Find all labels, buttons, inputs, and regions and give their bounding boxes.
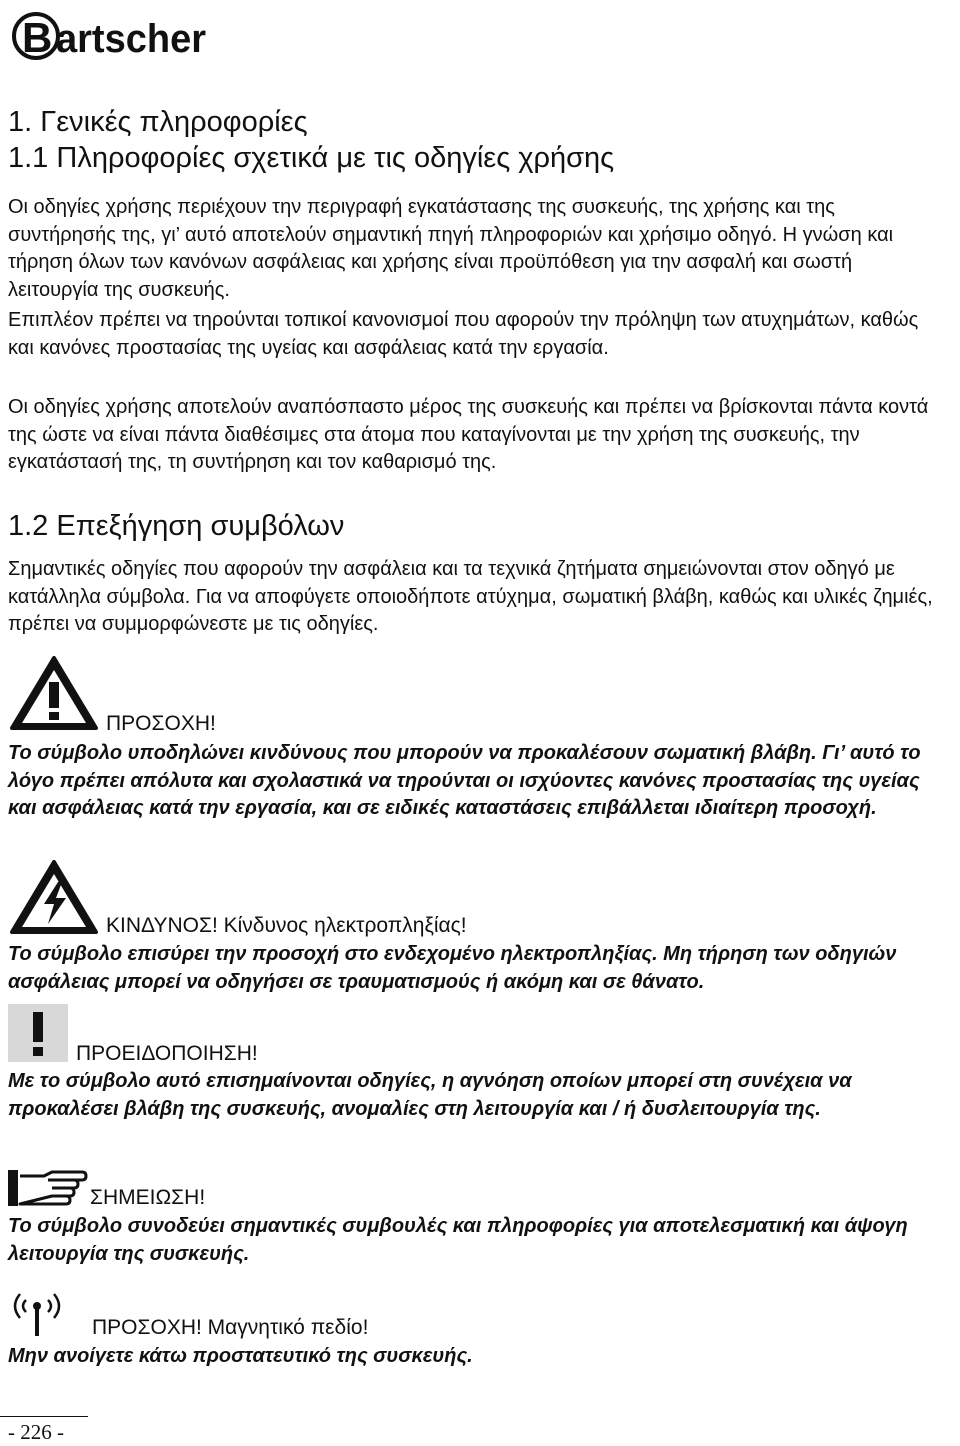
paragraph-availability: Οι οδηγίες χρήσης αποτελούν αναπόσπαστο μέρος της συσκευής και πρέπει να βρίσκονται πάντα κοντά της ώστε να είναι πάντα διαθέσιμες στα άτομα που καταγίνονται με την χρήση της συσκευής, την εγκατάστασή της, τη συντήρηση και τον καθαρισμό της. — [8, 396, 929, 474]
svg-text:B: B — [22, 14, 53, 61]
paragraph-symbols-intro: Σημαντικές οδηγίες που αφορούν την ασφάλεια και τα τεχνικά ζητήματα σημειώνονται στον οδηγό με κατάλληλα σύμβολα. Για να αποφύγετε οποιοδήποτε ατύχημα, σωματική βλάβη, καθώς και υλικές ζημιές, πρέπει να συμμορφώνεστε με τις οδηγίες. — [8, 558, 933, 636]
caution-title: ΠΡΟΣΟΧΗ! — [106, 712, 216, 735]
magnetic-title: ΠΡΟΣΟΧΗ! Μαγνητικό πεδίο! — [92, 1316, 369, 1339]
note-title: ΣΗΜΕΙΩΣΗ! — [90, 1186, 206, 1209]
magnetic-text: Μην ανοίγετε κάτω προστατευτικό της συσκευής. — [8, 1345, 473, 1367]
subsection-title-1-1: 1.1 Πληροφορίες σχετικά με τις οδηγίες χρήσης — [8, 142, 615, 174]
exclamation-icon — [8, 1004, 68, 1062]
paragraph-regulations: Επιπλέον πρέπει να τηρούνται τοπικοί κανονισμοί που αφορούν την πρόληψη των ατυχημάτων, καθώς και κανόνες προστασίας της υγείας και ασφάλειας κατά την εργασία. — [8, 309, 919, 359]
svg-text:artscher: artscher — [56, 17, 206, 61]
subsection-title-1-2: 1.2 Επεξήγηση συμβόλων — [8, 510, 345, 542]
footer-divider — [0, 1416, 88, 1417]
warning-title: ΠΡΟΕΙΔΟΠΟΙΗΣΗ! — [76, 1042, 258, 1065]
electric-shock-icon — [8, 856, 100, 938]
page-number: - 226 - — [8, 1420, 64, 1444]
section-title: 1. Γενικές πληροφορίες — [8, 106, 308, 138]
electric-title: ΚΙΝΔΥΝΟΣ! Κίνδυνος ηλεκτροπληξίας! — [106, 914, 467, 937]
caution-text: Το σύμβολο υποδηλώνει κινδύνους που μπορούν να προκαλέσουν σωματική βλάβη. Γι’ αυτό το λόγο πρέπει απόλυτα και σχολαστικά να τηρούνται οι ισχύοντες κανόνες προστασίας της υγείας και ασφάλειας κατά την εργασία, και σε ειδικές καταστάσεις επιβάλλεται ιδιαίτερη προσοχή. — [8, 742, 921, 819]
warning-text: Με το σύμβολο αυτό επισημαίνονται οδηγίες, η αγνόηση οποίων μπορεί στη συνέχεια να προκαλέσει βλάβη της συσκευής, ανομαλίες στη λειτουργία και / ή δυσλειτουργία της. — [8, 1070, 852, 1120]
warning-triangle-icon — [8, 652, 100, 734]
bartscher-logo — [12, 2, 212, 66]
pointing-hand-icon — [8, 1168, 88, 1210]
paragraph-intro: Οι οδηγίες χρήσης περιέχουν την περιγραφή εγκατάστασης της συσκευής, της χρήσης και της συντήρησής της, γι’ αυτό αποτελούν σημαντική πηγή πληροφοριών και χρήσιμο οδηγό. Η γνώση και τήρηση όλων των κανόνων ασφάλειας και χρήσης είναι προϋπόθεση για την ασφαλή και σωστή λειτουργία της συσκευής. — [8, 196, 894, 301]
note-text: Το σύμβολο συνοδεύει σημαντικές συμβουλές και πληροφορίες για αποτελεσματική και άψογη λειτουργία της συσκευής. — [8, 1215, 908, 1265]
magnetic-field-icon — [8, 1284, 66, 1338]
electric-text: Το σύμβολο επισύρει την προσοχή στο ενδεχομένο ηλεκτροπληξίας. Μη τήρηση των οδηγιών ασφάλειας μπορεί να οδηγήσει σε τραυματισμούς ή ακόμη και σε θάνατο. — [8, 943, 897, 993]
